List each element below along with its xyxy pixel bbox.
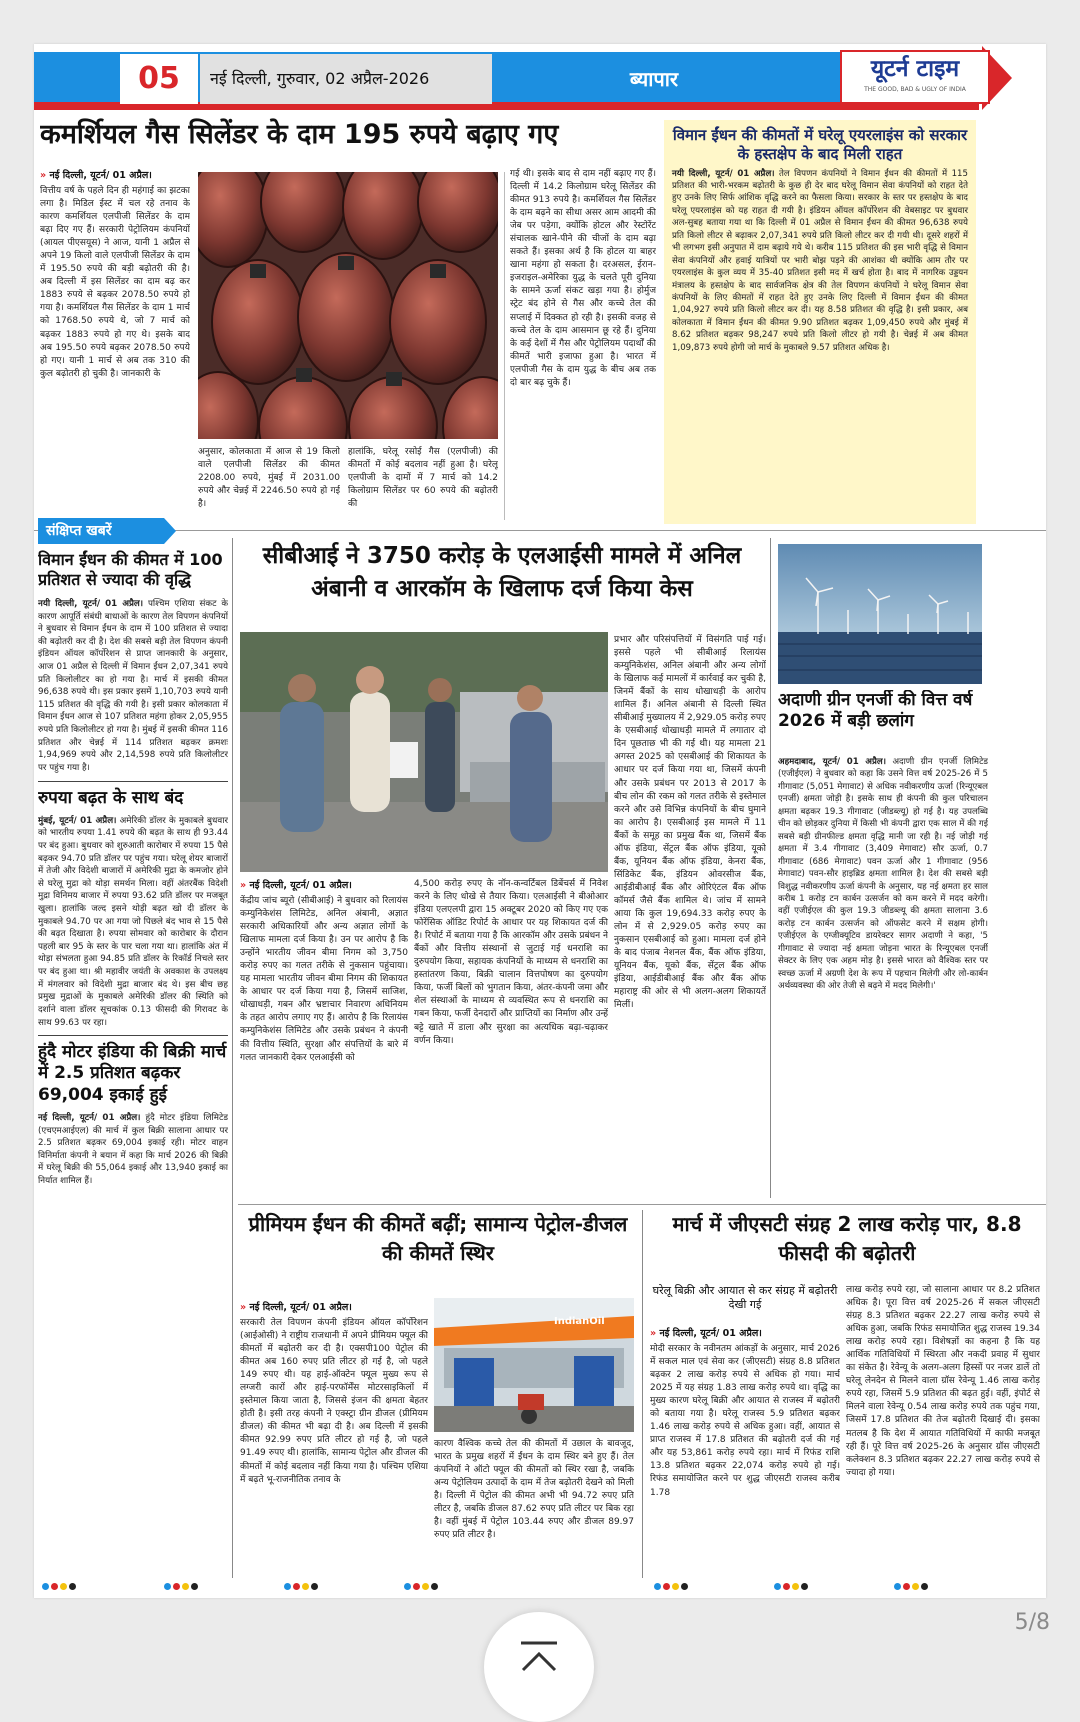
brief-news-tag: संक्षिप्त खबरें — [38, 518, 164, 544]
anil-ambani-cbi-photo — [240, 632, 608, 872]
story5-rule — [642, 1210, 643, 1578]
section-name: ब्यापार — [629, 67, 679, 91]
logo-tagline: THE GOOD, BAD & UGLY OF INDIA — [864, 86, 966, 93]
story6-text-2: लाख करोड़ रुपये रहा, जो सालाना आधार पर 8.2 प्रतिशत अधिक है। पूरा वित्त वर्ष 2025-26 में सकल जीएसटी संग्रह 8.3 प्रतिशत बढ़कर 22.27 लाख करोड़ रुपये से अधिक हुआ, जबकि रिफंड समायोजित शुद्ध राजस्व 19.34 लाख करोड़ रुपये रहा। विशेषज्ञों का कहना है कि यह आर्थिक गतिविधियों में स्थिरता और नकदी प्रवाह में सुधार का संकेत है। रेवेन्यू के अलग-अलग हिस्सों पर नजर डालें तो घरेलू लेनदेन से मिलने वाला ग्रॉस रेवेन्यू 1.46 लाख करोड़ रुपये रहा, जिसमें 5.9 प्रतिशत की बढ़त हुई। वहीं, इंपोर्ट से मिलने वाला रेवेन्यू 0.54 लाख करोड़ रुपये तक पहुंच गया, जिसमें 17.8 प्रतिशत की तेज बढ़ोतरी दिखाई दी। इसका मतलब है कि देश में आयात गतिविधियों में काफी मजबूत रही हैं। पूरे वित्त वर्ष 2025-26 के अनुसार ग्रॉस जीएसटी कलेक्शन 8.3 प्रतिशत बढ़कर 22.27 लाख करोड़ रुपये से ज्यादा हो गया। — [846, 1285, 1040, 1478]
section-divider-2 — [238, 1204, 1046, 1205]
brief3-headline: हुंदै मोटर इंडिया की बिक्री मार्च में 2.5 प्रतिशत बढ़कर 69,004 इकाई हुई — [38, 1042, 227, 1105]
story4-headline: अदाणी ग्रीन एनर्जी की वित्त वर्ष 2026 में बड़ी छलांग — [778, 690, 973, 732]
story3-column-3 — [614, 634, 766, 1278]
story6-column-1 — [650, 1326, 840, 1580]
page-number: 05 — [120, 54, 198, 104]
brief1-body — [38, 598, 228, 775]
story1-dateline: » नई दिल्ली, यूटर्न/ 01 अप्रैल। — [40, 170, 152, 181]
story3-dateline: » नई दिल्ली, यूटर्न/ 01 अप्रैल। — [240, 880, 352, 891]
footer-dots-5 — [654, 1580, 690, 1593]
story2-box — [664, 120, 976, 524]
story3-headline-box — [238, 540, 766, 622]
story3-rule — [770, 538, 771, 1198]
footer-dots-7 — [894, 1580, 930, 1593]
story5-column-1 — [240, 1300, 428, 1580]
footer-dots-2 — [164, 1580, 200, 1593]
brief2-body — [38, 815, 228, 1029]
story1-text-3: हालांकि, घरेलू रसोई गैस (एलपीजी) की कीमतों में कोई बदलाव नहीं हुआ है। घरेलू एलपीजी के दामों में 7 मार्च को 14.2 किलोग्राम सिलेंडर पर 60 रुपये की बढ़ोतरी की — [348, 447, 498, 510]
brief1-headline: विमान ईंधन की कीमत में 100 प्रतिशत से ज्यादा की वृद्धि — [38, 550, 223, 589]
story1-column-1 — [40, 168, 190, 520]
header-dateline: नई दिल्ली, गुरुवार, 02 अप्रैल-2026 — [200, 54, 492, 104]
story6-column-2 — [846, 1284, 1040, 1580]
story5-column-2 — [434, 1438, 634, 1580]
brief-divider-2 — [38, 1035, 228, 1036]
story2-dateline: नयी दिल्ली, यूटर्न/ 01 अप्रैल। — [672, 168, 775, 179]
story1-text-2: अनुसार, कोलकाता में आज से 19 किलो वाले एलपीजी सिलेंडर की कीमत 2208.00 रुपये, मुंबई में 2031.00 रुपये और चेन्नई में 2246.50 रुपये हो गई है। — [198, 447, 340, 510]
brief1-text: पश्चिम एशिया संकट के कारण आपूर्ति संबंधी बाधाओं के कारण तेल विपणन कंपनियों ने बुधवार से विमान ईंधन के दाम में 100 प्रतिशत से ज्यादा की बढ़ोतरी कर दी है। देश की सबसे बड़ी तेल विपणन कंपनी इंडियन ऑयल कॉर्पोरेशन से प्राप्त जानकारी के अनुसार, आज 01 अप्रैल से दिल्ली में विमान ईंधन 2,07,341 रुपये प्रति किलोलीटर का हो गया है। मार्च में इसकी कीमत 96,638 रुपये थी। इस प्रकार इसमें 1,10,703 रुपये यानी 115 प्रतिशत की वृद्धि की गयी है। इसी प्रकार कोलकाता में विमान ईंधन आज से 107 प्रतिशत महंगा होकर 2,05,955 रुपये प्रति किलोलीटर हो गया है। मुंबई में इसकी कीमत 116 प्रतिशत और चेन्नई में 114 प्रतिशत बढ़कर क्रमशः 1,94,969 रुपये और 2,14,598 रुपये प्रति किलोलीटर पर पहुंच गया है। — [38, 599, 228, 773]
story1-column-4 — [510, 168, 656, 522]
story6-dateline: » नई दिल्ली, यूटर्न/ 01 अप्रैल। — [650, 1328, 762, 1339]
story5-text-1: सरकारी तेल विपणन कंपनी इंडियन ऑयल कॉर्पोरेशन (आईओसी) ने राष्ट्रीय राजधानी में अपने प्रीमियम फ्यूल की कीमतों में बढ़ोतरी कर दी है। एक्सपी100 पेट्रोल की कीमत अब 160 रुपए प्रति लीटर हो गई है, जो पहले 149 रुपए थी। यह हाई-ऑक्टेन फ्यूल मुख्य रूप से लग्जरी कारों और हाई-परफॉर्मेंस मोटरसाइकिलों में इस्तेमाल किया जाता है, जिससे इंजन की क्षमता बेहतर होती है। इसी तरह कंपनी ने एक्स्ट्रा ग्रीन डीजल (प्रीमियम डीजल) की कीमत भी बढ़ा दी है। अब दिल्ली में इसकी कीमत 92.99 रुपए प्रति लीटर हो गई है, जो पहले 91.49 रुपए थी। हालांकि, सामान्य पेट्रोल और डीजल की कीमतों में कोई बदलाव नहीं किया गया है। पश्चिम एशिया में बढ़ते भू-राजनीतिक तनाव के — [240, 1318, 428, 1485]
story2-text: तेल विपणन कंपनियों ने विमान ईंधन की कीमतों में 115 प्रतिशत की भारी-भरकम बढ़ोतरी के कुछ ही देर बाद घरेलू विमान सेवा कंपनियों को राहत देते हुए उनके लिए सिर्फ आंशिक वृद्धि करने का फैसला किया। सरकार के स्तर पर हस्तक्षेप के बाद घरेलू एयरलाइंस को यह राहत दी गयी है। इंडियन ऑयल कॉर्पोरेशन की वेबसाइट पर बुधवार अल-सुबह बताया गया था कि दिल्ली में 01 अप्रैल से विमान ईंधन की कीमत 96,638 रुपये प्रति किलो लीटर से बढ़ाकर 2,07,341 रुपये प्रति किलो लीटर कर दी गयी थी। दूसरे शहरों में भी लगभग इसी अनुपात में दाम बढ़ाये गये थे। करीब 115 प्रतिशत की इस भारी वृद्धि से विमान सेवा कंपनियों और हवाई यात्रियों पर भारी बोझ पड़ने की आशंका थी क्योंकि आम तौर पर एयरलाइंस के कुल व्यय में 35-40 प्रतिशत इसी मद में खर्च होता है। बाद में नागरिक उड्डयन मंत्रालय के हस्तक्षेप के बाद सार्वजनिक क्षेत्र की तेल विपणन कंपनियों ने घरेलू विमान सेवा कंपनियों के लिए कीमतों में राहत देते हुए उनके लिए दिल्ली में विमान ईंधन की कीमत 1,04,927 रुपये प्रति किलो लीटर कर दी। यह 8.58 प्रतिशत की वृद्धि है। इसी प्रकार, अब कोलकाता में विमान ईंधन की कीमत 9.90 प्रतिशत बढ़कर 1,09,450 रुपये और मुंबई में 8.62 प्रतिशत बढ़कर 98,247 रुपये प्रति किलो लीटर हो गयी है। चेन्नई में अब कीमत 1,09,873 रुपये होगी जो मार्च के मुकाबले 9.57 प्रतिशत अधिक है। — [672, 168, 968, 353]
chevron-up-icon — [517, 1640, 561, 1674]
logo-text: यूटर्न टाइम — [870, 55, 960, 82]
story1-column-2 — [198, 446, 340, 522]
story4-headline-box — [778, 690, 988, 750]
story1-text-1: वित्तीय वर्ष के पहले दिन ही महंगाई का झटका लगा है। मिडिल ईस्ट में चल रहे तनाव के कारण कमर्शियल एलपीजी सिलेंडर के दाम बढ़ा दिए गए हैं। सरकारी पेट्रोलियम कंपनियों (आयल पीएसयूस) ने आज, यानी 1 अप्रैल से अपने 19 किलो वाले एलपीजी सिलेंडर के दाम में 195.50 रुपये की बड़ी बढ़ोतरी की है। अब दिल्ली में इस सिलेंडर का दाम बढ़ कर 1883 रुपये से बढ़कर 2078.50 रुपये हो गया है। कमर्शियल गैस सिलेंडर के दाम 1 मार्च को 1768.50 रुपये थे, जो 7 मार्च को बढ़कर 1883 रुपये हो गए थे। इसके बाद अब 195.50 रुपये बढ़कर 2078.50 रुपये हो गए। यानी 1 मार्च से अब तक 310 की कुल बढ़ोतरी हो चुकी है। जानकारी के — [40, 186, 190, 379]
story4-dateline: अहमदाबाद, यूटर्न/ 01 अप्रैल। — [778, 757, 886, 767]
brief2-dateline: मुंबई, यूटर्न/ 01 अप्रैल। — [38, 815, 117, 826]
footer-dots-6 — [774, 1580, 810, 1593]
page-header — [34, 44, 1046, 110]
brief2-text: अमेरिकी डॉलर के मुकाबले बुधवार को भारतीय रुपया 1.41 रुपये की बढ़त के साथ ही 93.44 पर बंद हुआ। बुधवार को शुरुआती कारोबार में रुपया 15 पैसे बढ़कर 94.70 प्रति डॉलर पर पहुंच गया। घरेलू शेयर बाजारों में तेजी और विदेशी बाजारों में अमेरिकी मुद्रा के कमजोर होने से घरेलू मुद्रा को थोड़ा समर्थन मिला। वहीं अंतरबैंक विदेशी मुद्रा विनिमय बाजार में रुपया 93.62 प्रति डॉलर पर मजबूत खुला। हालांकि जल्द इसने थोड़ी बढ़त खो दी डॉलर के मुकाबले 94.70 पर आ गया जो पिछले बंद भाव से 15 पैसे की बढ़त दिखाता है। रुपया सोमवार को कारोबार के दौरान पहली बार 95 के स्तर के पार चला गया था। हालांकि अंत में थोड़ा संभलता हुआ 94.85 प्रति डॉलर के रिकॉर्ड निचले स्तर पर बंद हुआ था। श्री महावीर जयंती के अवकाश के उपलक्ष्य में मंगलवार को विदेशी मुद्रा बाजार बंद थे। इस बीच छह प्रमुख मुद्राओं के मुकाबले अमेरिकी डॉलर की स्थिति को दर्शाने वाला डॉलर सूचकांक 0.13 फीसदी की गिरावट के साथ 99.63 पर रहा। — [38, 815, 228, 1028]
story1-headline-box — [40, 118, 656, 158]
indianoil-pump-photo — [434, 1298, 634, 1432]
story3-text-1: केंद्रीय जांच ब्यूरो (सीबीआई) ने बुधवार को रिलायंस कम्युनिकेशंस लिमिटेड, अनिल अंबानी, अज्ञात सरकारी अधिकारियों और अन्य अज्ञात लोगों के खिलाफ मामला दर्ज किया है। उन पर आरोप है कि उन्होंने भारतीय जीवन बीमा निगम को 3,750 करोड़ रुपए का गलत तरीके से नुकसान पहुंचाया। यह मामला भारतीय जीवन बीमा निगम की शिकायत के आधार पर दर्ज किया गया है, जिसमें साजिश, धोखाधड़ी, गबन और भ्रष्टाचार निवारण अधिनियम के तहत आरोप लगाए गए हैं। आरोप है कि रिलायंस कम्युनिकेशंस लिमिटेड और उसके प्रबंधन ने कंपनी की वित्तीय स्थिति, सुरक्षा और संपत्तियों के बारे में गलत जानकारी देकर एलआईसी को — [240, 896, 408, 1063]
brief1-dateline: नयी दिल्ली, यूटर्न/ 01 अप्रैल। — [38, 599, 144, 609]
lpg-cylinders-photo — [198, 172, 498, 439]
newspaper-page — [34, 44, 1046, 1598]
story3-text-2: 4,500 करोड़ रुपए के नॉन-कन्वर्टिबल डिबेंचर्स में निवेश करने के लिए धोखे से तैयार किया। एलआईसी ने बीओआर इंडिया एलएलपी द्वारा 15 अक्टूबर 2020 को किए गए एक फोरेंसिक ऑडिट रिपोर्ट के आधार पर यह शिकायत दर्ज की है। रिपोर्ट में बताया गया है कि आरकॉम और उसके प्रबंधन ने बैंकों और वित्तीय संस्थानों से जुटाई गई धनराशि का दुरुपयोग किया, सहायक कंपनियों के माध्यम से धनराशि का हस्तांतरण किया, बिक्री चालान वित्तपोषण का दुरुपयोग किया, फर्जी बिलों को भुगतान किया, अंतर-कंपनी जमा और शेल संस्थाओं के माध्यम से व्यवस्थित रूप से धनराशि का गबन किया, फर्जी देनदारों और प्राप्तियों का निर्माण और उन्हें बट्टे खाते में डाला और सुरक्षा का अत्यधिक बढ़ा-चढ़ाकर वर्णन किया। — [414, 879, 608, 1046]
brief2-headline: रुपया बढ़त के साथ बंद — [38, 787, 184, 808]
story6-subheadline: घरेलू बिक्री और आयात से कर संग्रह में बढ़ोतरी देखी गई — [652, 1284, 838, 1311]
story1-rule — [504, 172, 505, 520]
story1-column-3 — [348, 446, 498, 522]
story5-dateline: » नई दिल्ली, यूटर्न/ 01 अप्रैल। — [240, 1302, 352, 1313]
story5-headline: प्रीमियम ईंधन की कीमतें बढ़ीं; सामान्य पेट्रोल-डीजल की कीमतें स्थिर — [248, 1212, 628, 1265]
story3-text-3: प्रभार और परिसंपत्तियों में विसंगति पाई गई। इससे पहले भी सीबीआई रिलायंस कम्युनिकेशंस, अनिल अंबानी और अन्य लोगों के खिलाफ कई मामलों में कार्रवाई कर चुकी है, जिनमें बैंकों के साथ धोखाधड़ी के आरोप शामिल हैं। अनिल अंबानी से दिल्ली स्थित सीबीआई मुख्यालय में 2,929.05 करोड़ रुपए के एसबीआई धोखाधड़ी मामले में लगातार दो दिन पूछताछ भी की गई थी। यह मामला 21 अगस्त 2025 को एसबीआई की शिकायत के आधार पर दर्ज किया गया था, जिसमें कंपनी और उसके प्रबंधन पर 2013 से 2017 के बीच लोन की रकम को गलत तरीके से इस्तेमाल करने और उसे विभिन्न कंपनियों के बीच घुमाने का आरोप है। एसबीआई इस मामले में 11 बैंकों के समूह का प्रमुख बैंक था, जिसमें बैंक ऑफ इंडिया, सेंट्रल बैंक ऑफ इंडिया, यूको बैंक, यूनियन बैंक ऑफ इंडिया, केनरा बैंक, सिंडिकेट बैंक, इंडियन ओवरसीज बैंक, आईडीबीआई बैंक और ओरिएंटल बैंक ऑफ कॉमर्स जैसे बैंक शामिल थे। जांच में सामने आया कि कुल 19,694.33 करोड़ रुपए के लोन में से 2,929.05 करोड़ रुपए का नुकसान एसबीआई को हुआ। मामला दर्ज होने के बाद पंजाब नेशनल बैंक, बैंक ऑफ इंडिया, यूनियन बैंक, यूको बैंक, सेंट्रल बैंक ऑफ इंडिया, आईडीबीआई बैंक और बैंक ऑफ महाराष्ट्र की ओर से भी अलग-अलग शिकायतें मिलीं। — [614, 635, 766, 1011]
story6-text-1: मोदी सरकार के नवीनतम आंकड़ों के अनुसार, मार्च 2026 में सकल माल एवं सेवा कर (जीएसटी) संग्रह 8.8 प्रतिशत बढ़कर 2 लाख करोड़ रुपये से अधिक हो गया। मार्च 2025 में यह संग्रह 1.83 लाख करोड़ रुपये था। वृद्धि का मुख्य कारण घरेलू बिक्री और आयात से राजस्व में बढ़ोतरी को बताया गया है। घरेलू राजस्व 5.9 प्रतिशत बढ़कर 1.46 लाख करोड़ रुपये से अधिक हुआ। वहीं, आयात से प्राप्त राजस्व में 17.8 प्रतिशत की बढ़ोतरी दर्ज की गई और यह 53,861 करोड़ रुपये रहा। मार्च में रिफंड राशि 13.8 प्रतिशत बढ़कर 22,074 करोड़ रुपये हो गई। रिफंड समायोजित करने पर शुद्ध जीएसटी राजस्व करीब 1.78 — [650, 1344, 840, 1498]
story1-text-4: गई थी। इसके बाद से दाम नहीं बढ़ाए गए हैं। दिल्ली में 14.2 किलोग्राम घरेलू सिलेंडर की कीमत 913 रुपये है। कमर्शियल गैस सिलेंडर के दाम बढ़ने का सीधा असर आम आदमी की जेब पर पड़ेगा, क्योंकि होटल और रेस्टोरेंट संचालक खाने-पीने की चीजों के दाम बढ़ा सकते हैं। इसका अर्थ है कि होटल या बाहर खाना महंगा हो सकता है। दरअसल, ईरान-इजराइल-अमेरिका युद्ध के चलते पूरी दुनिया के सामने ऊर्जा संकट खड़ा गया है। होर्मुज स्ट्रेट बंद होने से गैस और कच्चे तेल की सप्लाई में दिक्कत हो रही है। इसकी वजह से कच्चे तेल के दाम आसमान छू रहे हैं। दुनिया के कई देशों में गैस और पेट्रोलियम पदार्थों की कीमतें भारी इजाफा हुआ है। भारत में एलपीजी गैस के दाम युद्ध के बीच अब तक दो बार बढ़ चुके हैं। — [510, 169, 656, 388]
page-indicator: 5/8 — [1014, 1610, 1050, 1635]
story2-headline: विमान ईंधन की कीमतों में घरेलू एयरलाइंस को सरकार के हस्तक्षेप के बाद मिली राहत — [672, 126, 968, 163]
story2-body — [664, 168, 976, 355]
story3-headline: सीबीआई ने 3750 करोड़ के एलआईसी मामले में अनिल अंबानी व आरकॉम के खिलाफ दर्ज किया केस — [262, 543, 742, 603]
story6-headline-box — [648, 1210, 1046, 1280]
story6-headline: मार्च में जीएसटी संग्रह 2 लाख करोड़ पार, 8.8 फीसदी की बढ़ोतरी — [672, 1212, 1022, 1265]
scroll-to-top-button[interactable] — [484, 1612, 594, 1722]
wind-solar-photo — [778, 544, 982, 684]
story6-subhead-box — [650, 1284, 840, 1324]
newspaper-logo — [840, 50, 990, 104]
story5-headline-box — [238, 1210, 638, 1280]
story1-headline: कमर्शियल गैस सिलेंडर के दाम 195 रुपये बढ़ाए गए — [40, 119, 559, 150]
story4-body — [778, 756, 988, 1206]
briefs-rule — [232, 538, 233, 1578]
brief3-dateline: नई दिल्ली, यूटर्न/ 01 अप्रैल। — [38, 1112, 141, 1123]
section-divider-1 — [34, 530, 1046, 531]
story4-text: अदाणी ग्रीन एनर्जी लिमिटेड (एजीईएल) ने बुधवार को कहा कि उसने वित्त वर्ष 2025-26 में 5 गीगावाट (5,051 मेगावाट) से अधिक नवीकरणीय ऊर्जा (रिन्यूएबल एनर्जी) क्षमता जोड़ी है। इसके साथ ही कंपनी की कुल परिचालन क्षमता बढ़कर 19.3 गीगावाट (जीडब्ल्यू) हो गई है। यह उपलब्धि चीन को छोड़कर दुनिया में किसी भी कंपनी द्वारा एक साल में की गई सबसे बड़ी ग्रीनफील्ड क्षमता वृद्धि मानी जा रही है। नई जोड़ी गई क्षमता में 3.4 गीगावाट (3,409 मेगावाट) सौर ऊर्जा, 0.7 गीगावाट (686 मेगावाट) पवन ऊर्जा और 1 गीगावाट (956 मेगावाट) पवन-सौर हाइब्रिड क्षमता शामिल है। देश की सबसे बड़ी विशुद्ध नवीकरणीय ऊर्जा कंपनी के अनुसार, यह नई क्षमता हर साल करीब 1 करोड़ टन कार्बन उत्सर्जन को कम करने में मदद करेगी। वहीं एजीईएल की कुल 19.3 जीडब्ल्यू की क्षमता सालाना 3.6 करोड़ टन कार्बन उत्सर्जन को ऑफसेट करने में सक्षम होगी। एजीईएल के एग्जीक्यूटिव डायरेक्टर सागर अदाणी ने कहा, '5 गीगावाट से ज्यादा नई क्षमता जोड़ना भारत के रिन्यूएबल एनर्जी सेक्टर के लिए एक अहम मोड़ है। इससे भारत को वैश्विक स्तर पर स्वच्छ ऊर्जा में अग्रणी देश के रूप में पहचान मिलेगी और लो-कार्बन अर्थव्यवस्था की ओर तेजी से बढ़ने में मदद मिलेगी।' — [778, 757, 988, 992]
footer-dots-1 — [42, 1580, 78, 1593]
footer-dots-4 — [404, 1580, 440, 1593]
briefs-column — [38, 550, 228, 1580]
brief3-text: हुंदै मोटर इंडिया लिमिटेड (एचएमआईएल) की मार्च में कुल बिक्री सालाना आधार पर 2.5 प्रतिशत बढ़कर 69,004 इकाई रही। मोटर वाहन विनिर्माता कंपनी ने बयान में कहा कि मार्च 2026 की बिक्री में घरेलू बिक्री की 55,064 इकाई और 13,940 इकाई का निर्यात शामिल हैं। — [38, 1112, 228, 1186]
story5-text-2: कारण वैश्विक कच्चे तेल की कीमतों में उछाल के बावजूद, भारत के प्रमुख शहरों में ईंधन के दाम स्थिर बने हुए हैं। तेल कंपनियों ने ऑटो फ्यूल की कीमतों को स्थिर रखा है, जबकि अन्य पेट्रोलियम उत्पादों के दाम में तेज बढ़ोतरी देखने को मिली है। दिल्ली में पेट्रोल की कीमत अभी भी 94.72 रुपए प्रति लीटर है, जबकि डीजल 87.62 रुपए प्रति लीटर पर बिक रहा है। वहीं मुंबई में पेट्रोल 103.44 रुपए और डीजल 89.97 रुपए प्रति लीटर है। — [434, 1439, 634, 1541]
pump-sign-text: IndianOil — [554, 1316, 605, 1327]
footer-dots-3 — [284, 1580, 320, 1593]
brief-divider-1 — [38, 781, 228, 782]
brief3-body — [38, 1112, 228, 1188]
